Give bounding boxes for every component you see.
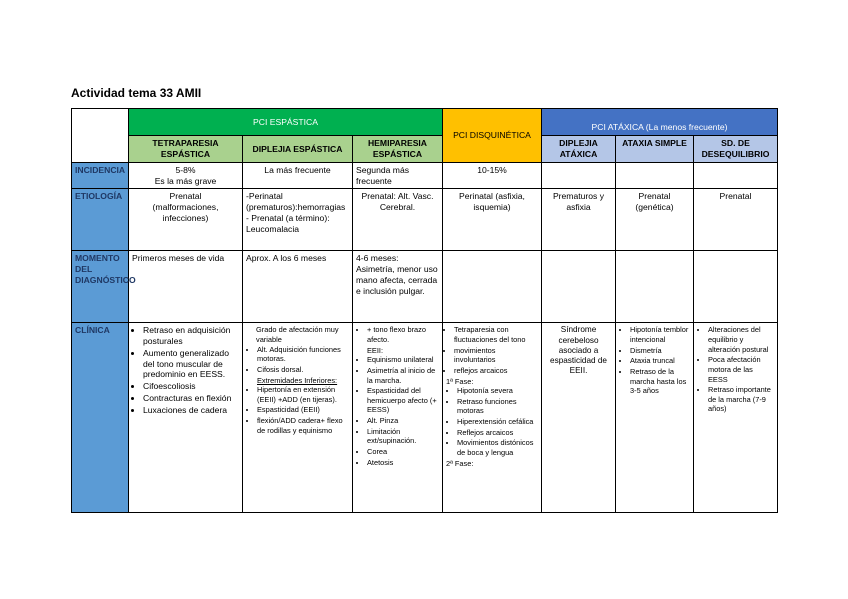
- list-item: • Retraso en adquisición posturales: [143, 325, 239, 346]
- cell-momento-diplejia-ataxica: [542, 251, 616, 323]
- list-item: • movimientos involuntarios: [454, 346, 538, 365]
- cell-etiologia-tetraparesia: [129, 189, 243, 251]
- list-item: • Atetosis: [367, 458, 439, 468]
- list-item: • Retraso importante de la marcha (7-9 años): [708, 385, 774, 414]
- list-item: • Corea: [367, 447, 439, 457]
- list-item: • Hipertonía en extensión (EEII) +ADD (en tijeras).: [257, 385, 349, 404]
- cell-incidencia-ataxia-simple: [616, 163, 694, 189]
- header-pci-ataxica: PCI ATÁXICA (La menos frecuente): [542, 109, 778, 136]
- list-item: • flexión/ADD cadera+ flexo de rodillas y equinismo: [257, 416, 349, 435]
- header-ataxia-simple: ATAXIA SIMPLE: [616, 136, 694, 163]
- list-item: • Espasticidad del hemicuerpo afecto (+ EESS): [367, 386, 439, 415]
- header-corner-cell: [72, 109, 129, 163]
- list-item: • Alt. Pinza: [367, 416, 439, 426]
- list-item: • Cifoescoliosis: [143, 381, 239, 392]
- list-item: • Luxaciones de cadera: [143, 405, 239, 416]
- list-item: • Cifosis dorsal.: [257, 365, 349, 375]
- list-item: • Limitación ext/supinación.: [367, 427, 439, 446]
- row-label-clinica: CLÍNICA: [72, 323, 129, 513]
- header-sd-desequilibrio: SD. DE DESEQUILIBRIO: [694, 136, 778, 163]
- pci-classification-table: [71, 108, 778, 513]
- header-tetraparesia: TETRAPARESIA ESPÁSTICA: [129, 136, 243, 163]
- cell-etiologia-ataxia-simple: [616, 189, 694, 251]
- list-item: • Poca afectación motora de las EESS: [708, 355, 774, 384]
- etiologia-ataxia-main: Prenatal: [638, 191, 671, 202]
- list-item: • Alteraciones del equilibrio y alteración postural: [708, 325, 774, 354]
- cell-etiologia-diplejia: [243, 189, 353, 251]
- momento-hemi-signs: Asimetría, menor uso mano afecta, cerrada e inclusión pulgar.: [356, 264, 438, 296]
- cell-momento-hemiparesia: [353, 251, 443, 323]
- header-diplejia-espastica: DIPLEJIA ESPÁSTICA: [243, 136, 353, 163]
- cell-etiologia-sd: Prenatal: [694, 189, 778, 251]
- clinica-diplejia-subtitle: Extremidades Inferiores:: [257, 375, 338, 385]
- row-label-incidencia: INCIDENCIA: [72, 163, 129, 189]
- header-hemiparesia: HEMIPARESIA ESPÁSTICA: [353, 136, 443, 163]
- header-pci-espastica: PCI ESPÁSTICA: [129, 109, 443, 136]
- cell-incidencia-sd: [694, 163, 778, 189]
- cell-momento-ataxia-simple: [616, 251, 694, 323]
- row-label-etiologia: ETIOLOGÍA: [72, 189, 129, 251]
- list-item: • Retraso funciones motoras: [457, 397, 538, 416]
- list-item: • reflejos arcaicos: [454, 366, 538, 376]
- cell-clinica-disquinetica: [443, 323, 542, 513]
- list-item: • Hipotonía temblor intencional: [630, 325, 690, 344]
- clinica-diplejia-intro: Grado de afectación muy variable: [256, 325, 339, 345]
- cell-incidencia-tetraparesia: [129, 163, 243, 189]
- cell-clinica-sd: [694, 323, 778, 513]
- cell-etiologia-disquinetica: Perinatal (asfixia, isquemia): [443, 189, 542, 251]
- cell-incidencia-hemiparesia: Segunda más frecuente: [353, 163, 443, 189]
- list-item: • Tetraparesia con fluctuaciones del tono: [454, 325, 538, 344]
- incidencia-tetra-value: 5-8%: [175, 165, 196, 175]
- cell-clinica-diplejia: [243, 323, 353, 513]
- cell-incidencia-diplejia: La más frecuente: [243, 163, 353, 189]
- list-item: • Espasticidad (EEII): [257, 405, 349, 415]
- cell-incidencia-disquinetica: 10-15%: [443, 163, 542, 189]
- list-item: • Retraso de la marcha hasta los 3-5 años: [630, 367, 690, 396]
- list-item: • Aumento generalizado del tono muscular de predominio en EESS.: [143, 348, 239, 380]
- cell-etiologia-diplejia-ataxica: Prematuros y asfixia: [542, 189, 616, 251]
- etiologia-diplejia-perinatal: -Perinatal (prematuros):hemorragias: [246, 191, 346, 213]
- cell-momento-tetraparesia: Primeros meses de vida: [129, 251, 243, 323]
- cell-clinica-ataxia-simple: [616, 323, 694, 513]
- clinica-disq-fase1: 1ª Fase:: [446, 376, 474, 386]
- list-item: • Equinismo unilateral: [367, 355, 439, 365]
- etiologia-diplejia-prenatal: - Prenatal (a término): Leucomalacia: [246, 212, 330, 234]
- row-label-momento: MOMENTO DEL DIAGNÓSTICO: [72, 251, 129, 323]
- list-item: • Contracturas en flexión: [143, 393, 239, 404]
- cell-clinica-hemiparesia: [353, 323, 443, 513]
- list-item: • Alt. Adquisición funciones motoras.: [257, 345, 349, 364]
- momento-hemi-age: 4-6 meses:: [356, 253, 399, 264]
- etiologia-tetra-detail: (malformaciones, infecciones): [152, 202, 219, 223]
- cell-incidencia-diplejia-ataxica: [542, 163, 616, 189]
- document-title: Actividad tema 33 AMII: [71, 86, 202, 100]
- list-item: • + tono flexo brazo afecto.: [367, 325, 439, 344]
- cell-momento-diplejia: Aprox. A los 6 meses: [243, 251, 353, 323]
- cell-clinica-diplejia-ataxica: Síndrome cerebeloso asociado a espasticidad de EEII.: [542, 323, 616, 513]
- list-item: • Hiperextensión cefálica: [457, 417, 538, 427]
- list-item: • Ataxia truncal: [630, 356, 690, 366]
- clinica-hemi-eeii: EEII:: [367, 345, 384, 355]
- header-diplejia-ataxica: DIPLEJIA ATÁXICA: [542, 136, 616, 163]
- cell-etiologia-hemiparesia: Prenatal: Alt. Vasc. Cerebral.: [353, 189, 443, 251]
- clinica-disq-fase2: 2ª Fase:: [446, 458, 474, 468]
- header-pci-disquinetica: PCI DISQUINÉTICA: [443, 109, 542, 163]
- list-item: • Asimetría al inicio de la marcha.: [367, 366, 439, 385]
- list-item: • Hipotonía severa: [457, 386, 538, 396]
- incidencia-tetra-note: Es la más grave: [154, 175, 217, 186]
- cell-clinica-tetraparesia: [129, 323, 243, 513]
- list-item: • Reflejos arcaicos: [457, 428, 538, 438]
- list-item: • Movimientos distónicos de boca y lengua: [457, 438, 538, 457]
- list-item: • Dismetría: [630, 346, 690, 356]
- etiologia-tetra-main: Prenatal: [169, 191, 202, 202]
- cell-momento-disquinetica: [443, 251, 542, 323]
- etiologia-ataxia-detail: (genética): [635, 202, 674, 213]
- cell-momento-sd: [694, 251, 778, 323]
